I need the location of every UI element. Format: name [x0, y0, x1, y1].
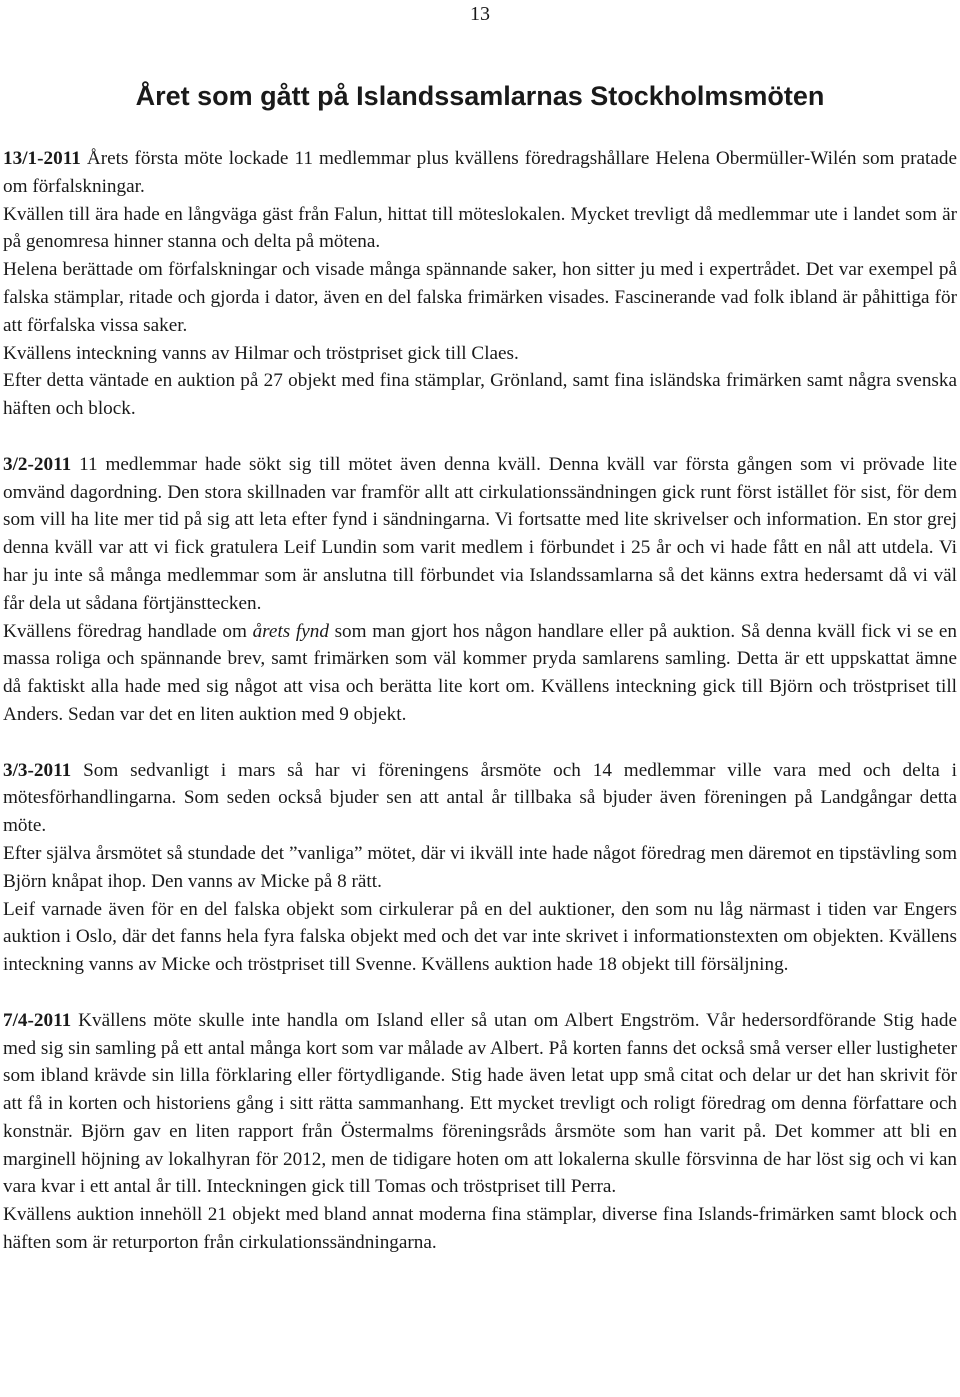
- meeting-section-2011-01-13: [3, 145, 957, 423]
- paragraph-text: Kvällens auktion innehöll 21 objekt med bland annat moderna fina stämplar, diverse fina Islands-frimärken samt block och häften som är returporton från cirkulationssändningarna.: [3, 1204, 957, 1254]
- paragraph: [3, 340, 957, 368]
- paragraph-text: Leif varnade även för en del falska objekt som cirkulerar på en del auktioner, den som nu låg närmast i tiden var Engers auktion i Oslo, där det fanns hela fyra falska objekt med och det var inte skrivet i informationstexten om objekten. Kvällens inteckning vanns av Micke och tröstpriset till Svenne. Kvällens auktion hade 18 objekt till försäljning.: [3, 898, 957, 976]
- paragraph-text: som man gjort hos någon handlare eller på auktion. Så denna kväll fick vi se en massa roliga och spännande brev, samt frimärken som väl kommer pryda samlarens samling. Detta är ett uppskattat ämne då faktiskt alla hade med sig något att visa och berätta lite kort om. Kvällens inteckning gick till Björn och tröstpriset till Anders. Sedan var det en liten auktion med 9 objekt.: [3, 620, 957, 725]
- paragraph-text: Efter detta väntade en auktion på 27 objekt med fina stämplar, Grönland, samt fina isländska frimärken samt några svenska häften och block.: [3, 370, 957, 420]
- paragraph: [3, 1201, 957, 1257]
- paragraph: [3, 840, 957, 896]
- document-body: [3, 145, 957, 1257]
- paragraph-text: Kvällens inteckning vanns av Hilmar och tröstpriset gick till Claes.: [3, 342, 519, 364]
- paragraph: [3, 256, 957, 339]
- emphasized-phrase: årets fynd: [252, 620, 329, 642]
- page-number: 13: [470, 3, 490, 25]
- paragraph-text: Kvällens föredrag handlade om: [3, 620, 253, 642]
- paragraph-text: 11 medlemmar hade sökt sig till mötet även denna kväll. Denna kväll var första gången som vi prövade lite omvänd dagordning. Den stora skillnaden var framför allt att cirkulationssändningen gick runt först istället för sist, för dem som vill ha lite mer tid på sig att leta efter fynd i sändningarna. Vi fortsatte med lite skrivelser och information. En stor grej denna kväll var att vi fick gratulera Leif Lundin som varit medlem i förbundet i 25 år och vi hade fått en nål att utdela. Vi har ju inte så många medlemmar som är anslutna till förbundet via Islandssamlarna så det känns extra hedersamt då vi väl får dela ut sådana förtjänsttecken.: [3, 453, 957, 614]
- meeting-section-2011-04-07: [3, 1007, 957, 1257]
- paragraph: [3, 896, 957, 979]
- paragraph-text: Kvällen till ära hade en långväga gäst från Falun, hittat till möteslokalen. Mycket trevligt då medlemmar ute i landet som är på genomresa hinner stanna och delta på mötena.: [3, 203, 957, 253]
- page-title: Året som gått på Islandssamlarnas Stockholmsmöten: [135, 81, 825, 111]
- paragraph-text: Efter själva årsmötet så stundade det ”vanliga” mötet, där vi ikväll inte hade något föredrag men däremot en tipstävling som Björn knåpat ihop. Den vanns av Micke på 8 rätt.: [3, 842, 957, 892]
- meeting-section-2011-02-03: [3, 451, 957, 729]
- meeting-date: 3/2-2011: [3, 453, 72, 475]
- paragraph: [3, 367, 957, 423]
- paragraph-text: Som sedvanligt i mars så har vi föreningens årsmöte och 14 medlemmar ville vara med och delta i mötesförhandlingarna. Som seden också bjuder sen att antal år tillbaka så bjuder även föreningen på Landgångar detta möte.: [3, 759, 957, 837]
- paragraph: [3, 145, 957, 201]
- paragraph: [3, 757, 957, 840]
- paragraph: [3, 618, 957, 729]
- meeting-date: 7/4-2011: [3, 1009, 72, 1031]
- meeting-date: 13/1-2011: [3, 148, 81, 169]
- paragraph: [3, 451, 957, 618]
- paragraph-text: Kvällens möte skulle inte handla om Island eller så utan om Albert Engström. Vår hedersordförande Stig hade med sig sin samling på ett antal många kort som var målade av Albert. På korten fanns det också små verser eller lustigheter som ibland krävde sin lilla förklaring eller förtydligande. Stig hade även letat upp små citat och delar ur det han skrivit för att få in korten och historiens gång i sitt rätta sammanhang. Ett mycket trevligt och roligt föredrag om denna författare och konstnär. Björn gav en liten rapport från Östermalms föreningsråds årsmöte som han varit på. Det kommer att bli en marginell höjning av lokalhyran för 2012, men de tidigare hoten om att lokalerna skulle försvinna de har löst sig och vi kan vara kvar i ett antal år till. Inteckningen gick till Tomas och tröstpriset till Perra.: [3, 1009, 957, 1198]
- meeting-date: 3/3-2011: [3, 759, 72, 781]
- paragraph-text: Årets första möte lockade 11 medlemmar plus kvällens föredragshållare Helena Obermüller-Wilén som pratade om förfalskningar.: [3, 148, 957, 197]
- paragraph: [3, 201, 957, 257]
- meeting-section-2011-03-03: [3, 757, 957, 979]
- paragraph-text: Helena berättade om förfalskningar och visade många spännande saker, hon sitter ju med i expertrådet. Det var exempel på falska stämplar, ritade och gjorda i dator, även en del falska frimärken visades. Fascinerande vad folk ibland är påhittiga för att förfalska vissa saker.: [3, 259, 957, 336]
- paragraph: [3, 1007, 957, 1202]
